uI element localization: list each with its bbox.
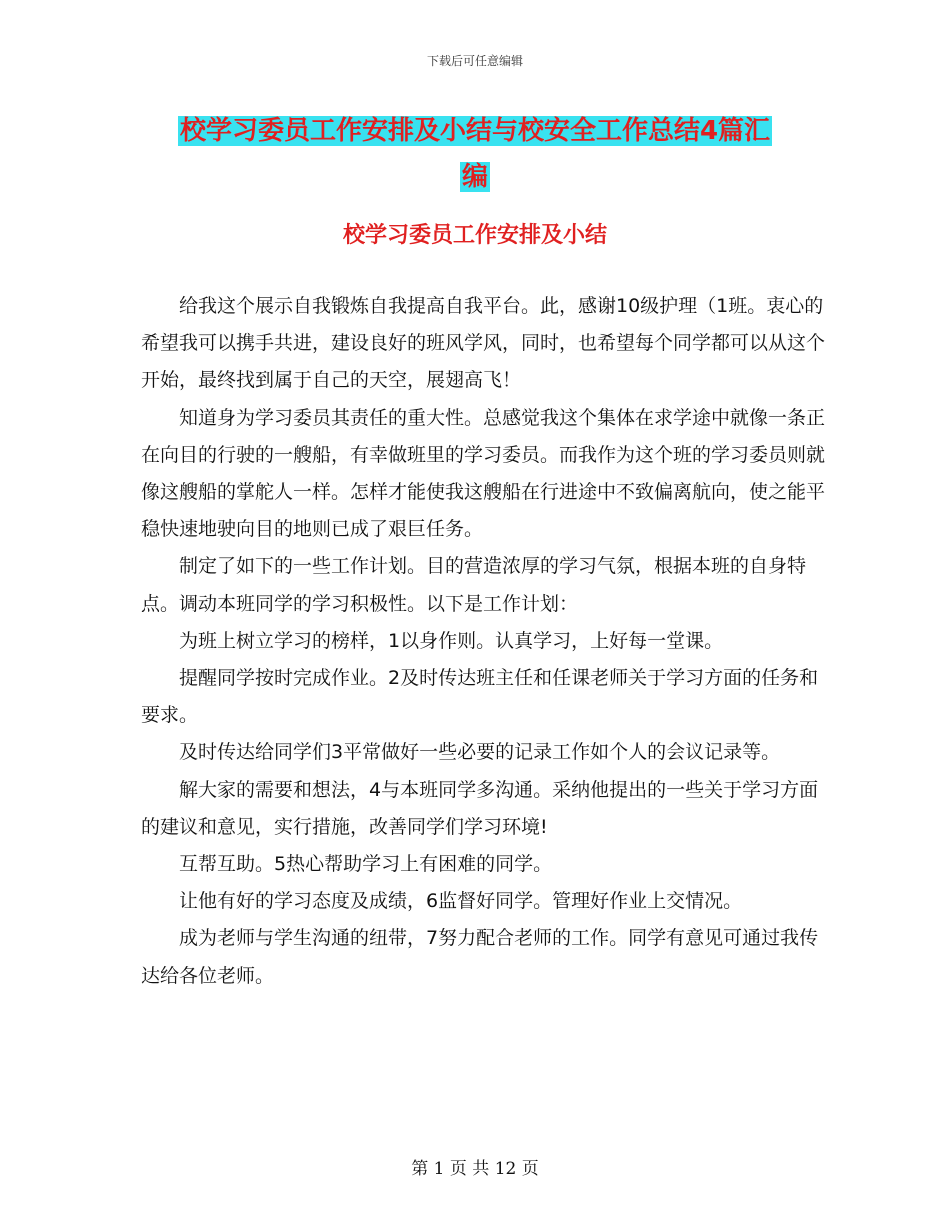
section-title: 校学习委员工作安排及小结 (342, 223, 607, 248)
paragraph: 成为老师与学生沟通的纽带，7努力配合老师的工作。同学有意见可通过我传达给各位老师。 (141, 927, 819, 987)
paragraph: 制定了如下的一些工作计划。目的营造浓厚的学习气氛，根据本班的自身特点。调动本班同学的学习积极性。以下是工作计划： (141, 555, 807, 615)
paragraph: 互帮互助。5热心帮助学习上有困难的同学。 (179, 853, 553, 876)
document-title (150, 108, 800, 200)
paragraph: 为班上树立学习的榜样，1以身作则。认真学习，上好每一堂课。 (179, 629, 724, 652)
paragraph: 提醒同学按时完成作业。2及时传达班主任和任课老师关于学习方面的任务和要求。 (141, 667, 819, 727)
paragraph: 知道身为学习委员其责任的重大性。总感觉我这个集体在求学途中就像一条正在向目的行驶的一艘船，有幸做班里的学习委员。而我作为这个班的学习委员则就像这艘船的掌舵人一样。怎样才能使我这艘船在行进途中不致偏离航向，使之能平稳快速地驶向目的地则已成了艰巨任务。 (141, 406, 826, 541)
document-title-line2: 编 (461, 162, 488, 192)
document-body (141, 288, 831, 995)
page-number: 第 1 页 共 12 页 (411, 1159, 539, 1179)
paragraph: 让他有好的学习态度及成绩，6监督好同学。管理好作业上交情况。 (179, 890, 743, 913)
document-title-line1: 校学习委员工作安排及小结与校安全工作总结4篇汇 (179, 116, 771, 146)
paragraph: 给我这个展示自我锻炼自我提高自我平台。此，感谢10级护理（1班。衷心的希望我可以携手共进，建设良好的班风学风，同时，也希望每个同学都可以从这个开始，最终找到属于自己的天空，展翅高飞！ (141, 295, 826, 392)
paragraph: 及时传达给同学们3平常做好一些必要的记录工作如个人的会议记录等。 (179, 741, 781, 764)
paragraph: 解大家的需要和想法，4与本班同学多沟通。采纳他提出的一些关于学习方面的建议和意见，实行措施，改善同学们学习环境! (141, 778, 819, 838)
page-header-note: 下载后可任意编辑 (426, 54, 523, 68)
